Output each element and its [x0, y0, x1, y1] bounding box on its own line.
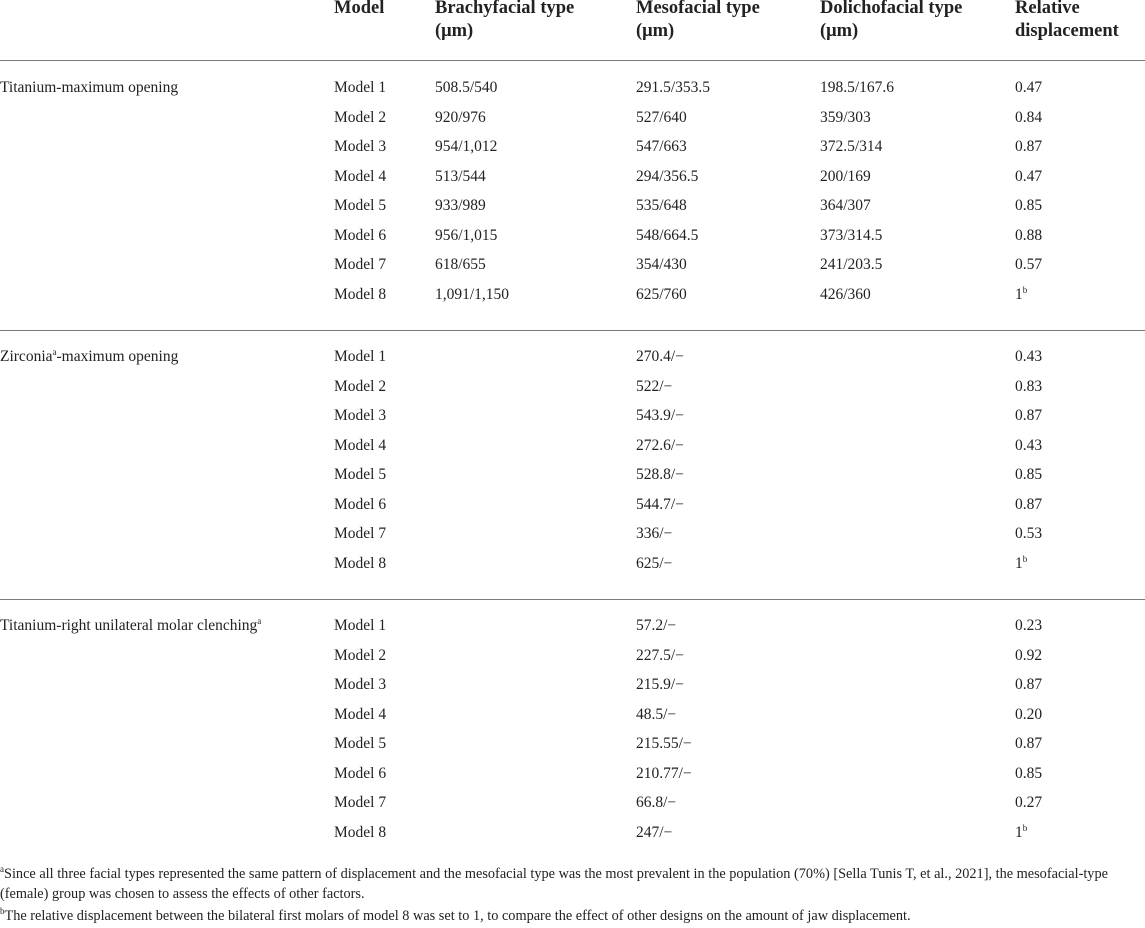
cell-relative-displacement: [1015, 256, 1042, 274]
cell-brachyfacial-value: 513/544: [435, 167, 486, 185]
cell-mesofacial-value: 548/664.5: [636, 226, 699, 244]
group-label-text: Titanium-right unilateral molar clenching: [0, 617, 258, 634]
header-mesofacial: [636, 0, 760, 43]
cell-relative-displacement: [1015, 735, 1042, 753]
cell-mesofacial-value: 272.6/−: [636, 436, 684, 454]
table-row: [0, 735, 1145, 765]
cell-mesofacial: [636, 617, 676, 635]
cell-mesofacial-value: 544.7/−: [636, 495, 684, 513]
cell-mesofacial-value: 336/−: [636, 525, 673, 542]
cell-relative-displacement-value: 0.88: [1015, 226, 1043, 244]
cell-relative-displacement: [1015, 407, 1042, 425]
cell-mesofacial: [636, 437, 684, 455]
table-row: [0, 466, 1145, 496]
table-row: [0, 794, 1145, 824]
footnote-a-mark: a: [0, 864, 4, 875]
cell-mesofacial-value: 215.55/−: [636, 735, 692, 752]
cell-model: [334, 735, 386, 753]
cell-relative-displacement-value: 1: [1015, 823, 1023, 841]
table-group: [0, 617, 1145, 861]
cell-relative-displacement: [1015, 765, 1042, 783]
cell-dolichofacial-value: 241/203.5: [820, 256, 883, 273]
cell-relative-displacement-value: 0.85: [1015, 197, 1043, 214]
cell-relative-displacement: [1015, 378, 1042, 396]
table-row: [0, 227, 1145, 257]
cell-model: [334, 706, 386, 724]
cell-mesofacial: [636, 647, 684, 665]
cell-model-value: Model 2: [334, 646, 387, 664]
cell-mesofacial: [636, 79, 710, 97]
cell-relative-displacement-value: 0.87: [1015, 735, 1043, 752]
cell-model-value: Model 7: [334, 525, 387, 542]
cell-dolichofacial-value: 373/314.5: [820, 226, 883, 244]
cell-model: [334, 378, 386, 396]
cell-mesofacial: [636, 227, 698, 245]
cell-mesofacial: [636, 256, 687, 274]
table-row: [0, 407, 1145, 437]
cell-dolichofacial: [820, 79, 894, 97]
header-relative-displacement: [1015, 0, 1119, 43]
cell-model-value: Model 2: [334, 108, 387, 126]
cell-model: [334, 496, 386, 514]
cell-relative-displacement-value: 0.47: [1015, 79, 1043, 96]
cell-mesofacial-value: 247/−: [636, 823, 673, 841]
cell-relative-displacement: [1015, 617, 1042, 635]
cell-model-value: Model 8: [334, 285, 387, 303]
cell-model: [334, 555, 386, 573]
cell-brachyfacial-value: 933/989: [435, 197, 486, 214]
cell-mesofacial-value: 535/648: [636, 197, 687, 214]
cell-relative-displacement: [1015, 197, 1042, 215]
header-dolicho-line2: (μm): [820, 21, 859, 41]
table-row: [0, 109, 1145, 139]
cell-relative-displacement: [1015, 555, 1027, 573]
cell-relative-displacement: [1015, 138, 1042, 156]
table-row: [0, 555, 1145, 585]
cell-model-value: Model 3: [334, 138, 387, 155]
cell-model: [334, 765, 386, 783]
cell-brachyfacial-value: 508.5/540: [435, 79, 498, 96]
cell-model: [334, 227, 386, 245]
cell-brachyfacial: [435, 227, 497, 245]
header-brachy-line1: Brachyfacial type: [435, 0, 575, 18]
cell-model: [334, 348, 386, 366]
table-row: [0, 168, 1145, 198]
table-row: [0, 496, 1145, 526]
cell-model-value: Model 1: [334, 348, 387, 365]
relative-footnote-mark: b: [1022, 822, 1028, 833]
cell-mesofacial-value: 57.2/−: [636, 617, 677, 634]
cell-model: [334, 647, 386, 665]
cell-relative-displacement-value: 0.87: [1015, 407, 1043, 424]
cell-relative-displacement-value: 0.20: [1015, 705, 1043, 723]
cell-mesofacial-value: 527/640: [636, 108, 687, 126]
table-row: [0, 525, 1145, 555]
table-row: [0, 676, 1145, 706]
cell-relative-displacement: [1015, 437, 1042, 455]
cell-model-value: Model 4: [334, 436, 387, 454]
header-rel-line1: Relative: [1015, 0, 1080, 18]
cell-relative-displacement-value: 0.47: [1015, 167, 1043, 185]
cell-mesofacial: [636, 138, 687, 156]
cell-model: [334, 138, 386, 156]
header-brachy-line2: (μm): [435, 21, 474, 41]
cell-dolichofacial: [820, 168, 871, 186]
cell-model-value: Model 7: [334, 256, 387, 273]
cell-brachyfacial: [435, 256, 486, 274]
footnote-b-mark: b: [0, 906, 5, 917]
cell-relative-displacement-value: 0.43: [1015, 348, 1043, 365]
cell-model: [334, 824, 386, 842]
header-meso-line1: Mesofacial type: [636, 0, 760, 18]
table-row: [0, 437, 1145, 467]
cell-dolichofacial: [820, 286, 871, 304]
table-row: [0, 706, 1145, 736]
cell-relative-displacement: [1015, 79, 1042, 97]
cell-model: [334, 794, 386, 812]
cell-relative-displacement-value: 0.57: [1015, 256, 1043, 273]
footnote-a: [0, 864, 1145, 904]
cell-model-value: Model 8: [334, 823, 387, 841]
cell-model-value: Model 2: [334, 377, 387, 395]
table-row: [0, 824, 1145, 854]
cell-dolichofacial: [820, 256, 882, 274]
cell-dolichofacial: [820, 109, 871, 127]
cell-mesofacial: [636, 466, 684, 484]
cell-model-value: Model 5: [334, 466, 387, 483]
cell-mesofacial: [636, 407, 684, 425]
cell-brachyfacial-value: 954/1,012: [435, 138, 498, 155]
cell-model: [334, 286, 386, 304]
cell-brachyfacial: [435, 79, 497, 97]
cell-brachyfacial: [435, 197, 486, 215]
cell-mesofacial: [636, 496, 684, 514]
group-label-text: Titanium-maximum opening: [0, 79, 179, 96]
cell-mesofacial-value: 66.8/−: [636, 794, 677, 811]
cell-mesofacial: [636, 109, 687, 127]
cell-dolichofacial-value: 372.5/314: [820, 138, 883, 155]
header-dolicho-line1: Dolichofacial type: [820, 0, 963, 18]
cell-brachyfacial: [435, 168, 486, 186]
cell-mesofacial: [636, 555, 672, 573]
cell-relative-displacement-value: 0.85: [1015, 764, 1043, 782]
cell-relative-displacement-value: 1: [1015, 285, 1023, 303]
cell-brachyfacial-value: 956/1,015: [435, 226, 498, 244]
cell-model-value: Model 6: [334, 764, 387, 782]
cell-relative-displacement-value: 0.85: [1015, 466, 1043, 483]
cell-mesofacial-value: 291.5/353.5: [636, 79, 711, 96]
cell-mesofacial: [636, 706, 676, 724]
cell-mesofacial: [636, 286, 687, 304]
cell-dolichofacial-value: 198.5/167.6: [820, 79, 895, 96]
cell-dolichofacial-value: 364/307: [820, 197, 871, 214]
cell-model-value: Model 6: [334, 495, 387, 513]
cell-brachyfacial-value: 920/976: [435, 108, 486, 126]
cell-mesofacial: [636, 168, 698, 186]
cell-relative-displacement: [1015, 676, 1042, 694]
cell-relative-displacement-value: 0.83: [1015, 377, 1043, 395]
cell-relative-displacement-value: 0.84: [1015, 108, 1043, 126]
cell-relative-displacement-value: 0.87: [1015, 495, 1043, 513]
cell-brachyfacial-value: 618/655: [435, 256, 486, 273]
cell-relative-displacement-value: 0.27: [1015, 794, 1043, 811]
cell-model: [334, 525, 386, 543]
cell-relative-displacement-value: 0.87: [1015, 138, 1043, 155]
cell-model: [334, 168, 386, 186]
header-model-label: Model: [334, 0, 385, 18]
cell-mesofacial: [636, 378, 672, 396]
group-label-suffix: -maximum opening: [56, 348, 179, 365]
header-meso-line2: (μm): [636, 21, 675, 41]
cell-relative-displacement: [1015, 168, 1042, 186]
cell-relative-displacement: [1015, 466, 1042, 484]
cell-relative-displacement-value: 0.53: [1015, 525, 1043, 542]
cell-dolichofacial: [820, 227, 882, 245]
footnote-a-text: Since all three facial types represented the same pattern of displacement and the mesofacial type was the most prevalent in the population (70%) [Sella Tunis T, et al., 2021], the mesofacial-type (female) group was chosen to assess the effects of other factors.: [0, 866, 1108, 902]
cell-model-value: Model 4: [334, 705, 387, 723]
cell-model-value: Model 7: [334, 794, 387, 811]
cell-brachyfacial: [435, 286, 509, 304]
table-group: [0, 79, 1145, 331]
cell-mesofacial-value: 270.4/−: [636, 348, 684, 365]
cell-model-value: Model 5: [334, 735, 387, 752]
cell-dolichofacial: [820, 138, 882, 156]
cell-model-value: Model 4: [334, 167, 387, 185]
cell-mesofacial-value: 210.77/−: [636, 764, 692, 782]
cell-model-value: Model 1: [334, 617, 387, 634]
cell-mesofacial: [636, 765, 692, 783]
cell-mesofacial: [636, 525, 672, 543]
cell-mesofacial-value: 227.5/−: [636, 646, 684, 664]
table-row: [0, 256, 1145, 286]
cell-model: [334, 466, 386, 484]
footnote-b: [0, 906, 1145, 926]
table-header: [0, 0, 1145, 61]
cell-model-value: Model 5: [334, 197, 387, 214]
header-brachyfacial: [435, 0, 574, 43]
cell-relative-displacement: [1015, 647, 1042, 665]
cell-model-value: Model 3: [334, 676, 387, 693]
table-row: [0, 617, 1145, 647]
cell-mesofacial: [636, 824, 672, 842]
cell-brachyfacial-value: 1,091/1,150: [435, 285, 510, 303]
table-row: [0, 138, 1145, 168]
cell-brachyfacial: [435, 109, 486, 127]
group-label-text: Zirconia: [0, 348, 53, 365]
cell-model-value: Model 3: [334, 407, 387, 424]
footnote-b-text: The relative displacement between the bilateral first molars of model 8 was set to 1, to compare the effect of other designs on the amount of jaw displacement.: [4, 908, 911, 924]
cell-mesofacial-value: 215.9/−: [636, 676, 684, 693]
cell-relative-displacement: [1015, 109, 1042, 127]
cell-mesofacial: [636, 794, 676, 812]
cell-model-value: Model 6: [334, 226, 387, 244]
cell-relative-displacement: [1015, 227, 1042, 245]
cell-mesofacial-value: 543.9/−: [636, 407, 684, 424]
table-row: [0, 348, 1145, 378]
cell-model: [334, 617, 386, 635]
cell-relative-displacement: [1015, 496, 1042, 514]
cell-relative-displacement-value: 1: [1015, 554, 1023, 572]
cell-mesofacial: [636, 735, 692, 753]
cell-model: [334, 437, 386, 455]
cell-model-value: Model 1: [334, 79, 387, 96]
cell-dolichofacial: [820, 197, 871, 215]
table-row: [0, 286, 1145, 316]
cell-relative-displacement: [1015, 348, 1042, 366]
cell-relative-displacement-value: 0.87: [1015, 676, 1043, 693]
table-row: [0, 378, 1145, 408]
table-row: [0, 647, 1145, 677]
header-model: [334, 0, 384, 20]
cell-relative-displacement: [1015, 286, 1027, 304]
group-label-footnote-mark: a: [52, 346, 57, 357]
cell-mesofacial: [636, 676, 684, 694]
cell-relative-displacement-value: 0.92: [1015, 646, 1043, 664]
cell-relative-displacement-value: 0.23: [1015, 617, 1043, 634]
header-dolichofacial: [820, 0, 962, 43]
cell-mesofacial-value: 294/356.5: [636, 167, 699, 185]
cell-relative-displacement-value: 0.43: [1015, 436, 1043, 454]
cell-model: [334, 109, 386, 127]
table-row: [0, 765, 1145, 795]
cell-model: [334, 676, 386, 694]
cell-mesofacial-value: 354/430: [636, 256, 687, 273]
cell-model: [334, 256, 386, 274]
cell-brachyfacial: [435, 138, 497, 156]
cell-mesofacial: [636, 348, 684, 366]
cell-relative-displacement: [1015, 824, 1027, 842]
cell-mesofacial-value: 528.8/−: [636, 466, 684, 483]
relative-footnote-mark: b: [1022, 553, 1028, 564]
cell-mesofacial-value: 625/760: [636, 285, 687, 303]
cell-mesofacial-value: 48.5/−: [636, 705, 677, 723]
cell-relative-displacement: [1015, 794, 1042, 812]
cell-model: [334, 79, 386, 97]
table-row: [0, 79, 1145, 109]
cell-dolichofacial-value: 426/360: [820, 285, 871, 303]
relative-footnote-mark: b: [1022, 284, 1028, 295]
cell-mesofacial-value: 547/663: [636, 138, 687, 155]
cell-dolichofacial-value: 359/303: [820, 108, 871, 126]
header-rel-line2: displacement: [1015, 21, 1119, 41]
cell-dolichofacial-value: 200/169: [820, 167, 871, 185]
table-row: [0, 197, 1145, 227]
table-group: [0, 348, 1145, 600]
cell-relative-displacement: [1015, 525, 1042, 543]
cell-model: [334, 197, 386, 215]
cell-model-value: Model 8: [334, 554, 387, 572]
cell-model: [334, 407, 386, 425]
group-label-footnote-mark: a: [257, 615, 262, 626]
cell-mesofacial-value: 625/−: [636, 554, 673, 572]
cell-mesofacial-value: 522/−: [636, 377, 673, 395]
cell-relative-displacement: [1015, 706, 1042, 724]
cell-mesofacial: [636, 197, 687, 215]
